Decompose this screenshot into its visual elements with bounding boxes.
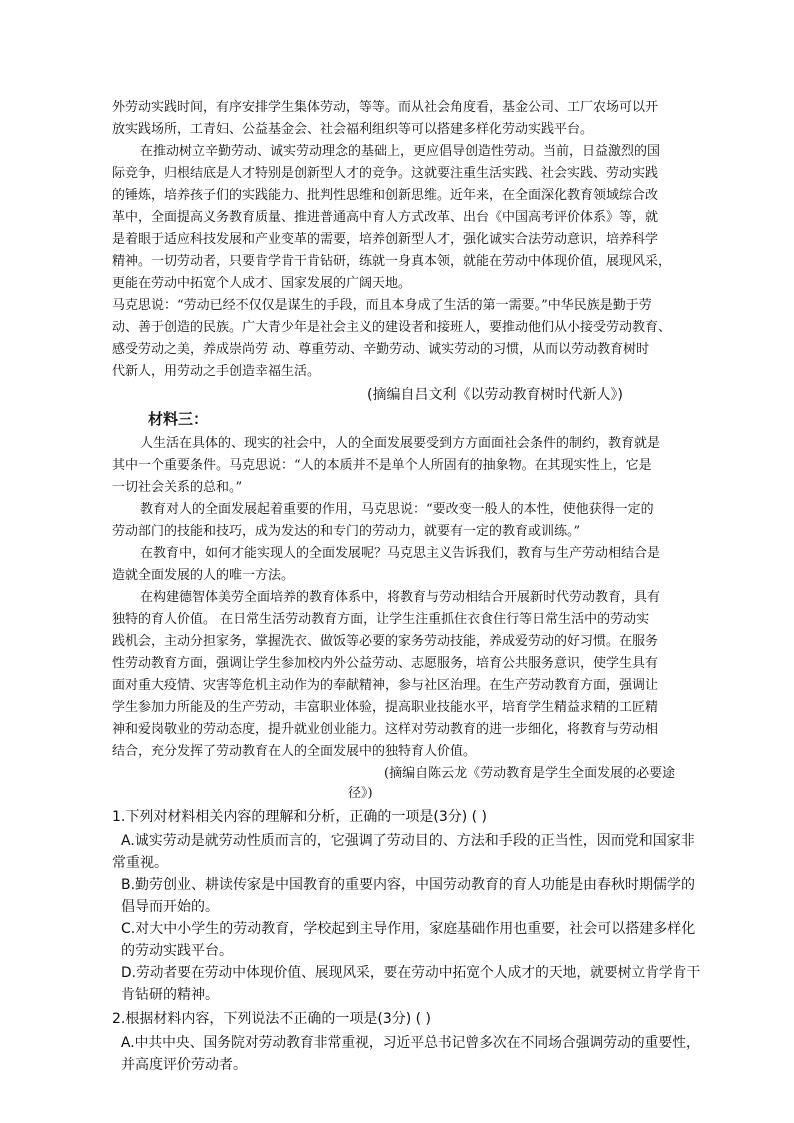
text-line: 革中，全面提高义务教育质量、推进普通高中育人方式改革、出台《中国高考评价体系》等，就 (112, 210, 659, 225)
text-line: 独特的育人价值。 在日常生活劳动教育方面，让学生注重抓住衣食住行等日常生活中的劳动实 (112, 612, 650, 627)
text-line: 劳动部门的技能和技巧，成为发达的和专门的劳动力，就要有一定的教育或训练。” (112, 524, 581, 539)
text-line: 其中一个重要条件。马克思说：“人的本质并不是单个人所固有的抽象物。在其现实性上，它是 (112, 458, 652, 473)
text-line: 马克思说：“劳动已经不仅仅是谋生的手段，而且本身成了生活的第一需要。”中华民族是勤于劳 (112, 298, 652, 313)
text-line: 是着眼于适应科技发展和产业变革的需要，培养创新型人才，强化诚实合法劳动意识，培养科学 (112, 232, 659, 247)
source-citation: (摘编自吕文利《以劳动教育树时代新人》) (367, 387, 623, 403)
text-line: 学生参加力所能及的生产劳动，丰富职业体验，提高职业技能水平，培育学生精益求精的工匠精 (112, 700, 659, 715)
text-line: 教育对人的全面发展起着重要的作用，马克思说：“要改变一般人的本性，使他获得一定的 (140, 502, 654, 517)
text-line: 代新人，用劳动之手创造幸福生活。 (112, 364, 321, 379)
text-line: 在教育中，如何才能实现人的全面发展呢？马克思主义告诉我们，教育与生产劳动相结合是 (140, 546, 661, 561)
option-c: C.对大中小学生的劳动教育，学校起到主导作用，家庭基础作用也重要，社会可以搭建多样化 (121, 921, 696, 937)
text-line: 面对重大疫情、灾害等危机主动作为的奉献精神，参与社区治理。在生产劳动教育方面，强调让 (112, 678, 659, 693)
text-line: 的锤炼，培养孩子们的实践能力、批判性思维和创新思维。近年来，在全面深化教育领域综合改 (112, 188, 659, 203)
source-citation: 径》) (348, 786, 373, 801)
text-line: 神和爱岗敬业的劳动态度，提升就业创业能力。这样对劳动教育的进一步细化，将教育与劳动相 (112, 722, 659, 737)
text-line: 更能在劳动中拓宽个人成才、国家发展的广阔天地。 (112, 276, 412, 291)
text-line: 精神。一切劳动者，只要肯学肯干肯钻研，练就一身真本领，就能在劳动中体现价值，展现风采， (112, 254, 672, 269)
text-line: 动、善于创造的民族。广大青少年是社会主义的建设者和接班人，要推动他们从小接受劳动教育、 (112, 320, 672, 335)
text-line: 一切社会关系的总和。” (112, 480, 243, 495)
option-a: A.中共中央、国务院对劳动教育非常重视，习近平总书记曾多次在不同场合强调劳动的重要性， (121, 1035, 700, 1051)
option-c-cont: 的劳动实践平台。 (121, 943, 233, 959)
option-a: A.诚实劳动是就劳动性质而言的，它强调了劳动目的、方法和手段的正当性，因而党和国家非 (121, 833, 695, 849)
text-line: 感受劳动之美，养成崇尚劳 动、尊重劳动、辛勤劳动、诚实劳动的习惯，从而以劳动教育树时 (112, 342, 650, 357)
text-line: 在构建德智体美劳全面培养的教育体系中，将教育与劳动相结合开展新时代劳动教育，具有 (140, 590, 661, 605)
text-line: 际竞争，归根结底是人才特别是创新型人才的竞争。这就要注重生活实践、社会实践、劳动实践 (112, 166, 659, 181)
option-b-cont: 倡导而开始的。 (121, 899, 219, 915)
question-stem: 2.根据材料内容，下列说法不正确的一项是(3分) ( ) (112, 1011, 432, 1027)
text-line: 外劳动实践时间，有序安排学生集体劳动，等等。而从社会角度看，基金公司、工厂农场可以开 (112, 100, 659, 115)
text-line: 人生活在具体的、现实的社会中，人的全面发展要受到方方面面社会条件的制约，教育就是 (140, 436, 661, 451)
option-d: D.劳动者要在劳动中体现价值、展现风采，要在劳动中拓宽个人成才的天地，就要树立肯学肯干 (121, 965, 701, 981)
option-b: B.勤劳创业、耕读传家是中国教育的重要内容，中国劳动教育的育人功能是由春秋时期儒学的 (121, 877, 696, 893)
option-a-cont: 常重视。 (112, 855, 168, 871)
text-line: 践机会，主动分担家务，掌握洗衣、做饭等必要的家务劳动技能，养成爱劳动的好习惯。在服务 (112, 634, 659, 649)
question-stem: 1.下列对材料相关内容的理解和分析，正确的一项是(3分) ( ) (112, 809, 488, 825)
option-d-cont: 肯钻研的精神。 (121, 987, 219, 1003)
section-heading: 材料三： (148, 410, 209, 428)
option-a-cont: 并高度评价劳动者。 (121, 1057, 247, 1073)
text-line: 结合，充分发挥了劳动教育在人的全面发展中的独特育人价值。 (112, 744, 477, 759)
source-citation: (摘编自陈云龙《劳动教育是学生全面发展的必要途 (384, 766, 676, 781)
text-line: 造就全面发展的人的唯一方法。 (112, 568, 295, 583)
text-line: 在推动树立辛勤劳动、诚实劳动理念的基础上，更应倡导创造性劳动。当前，日益激烈的国 (140, 144, 661, 159)
text-line: 性劳动教育方面，强调让学生参加校内外公益劳动、志愿服务，培育公共服务意识，使学生具有 (112, 656, 659, 671)
text-line: 放实践场所，工青妇、公益基金会、社会福利组织等可以搭建多样化劳动实践平台。 (112, 122, 594, 137)
